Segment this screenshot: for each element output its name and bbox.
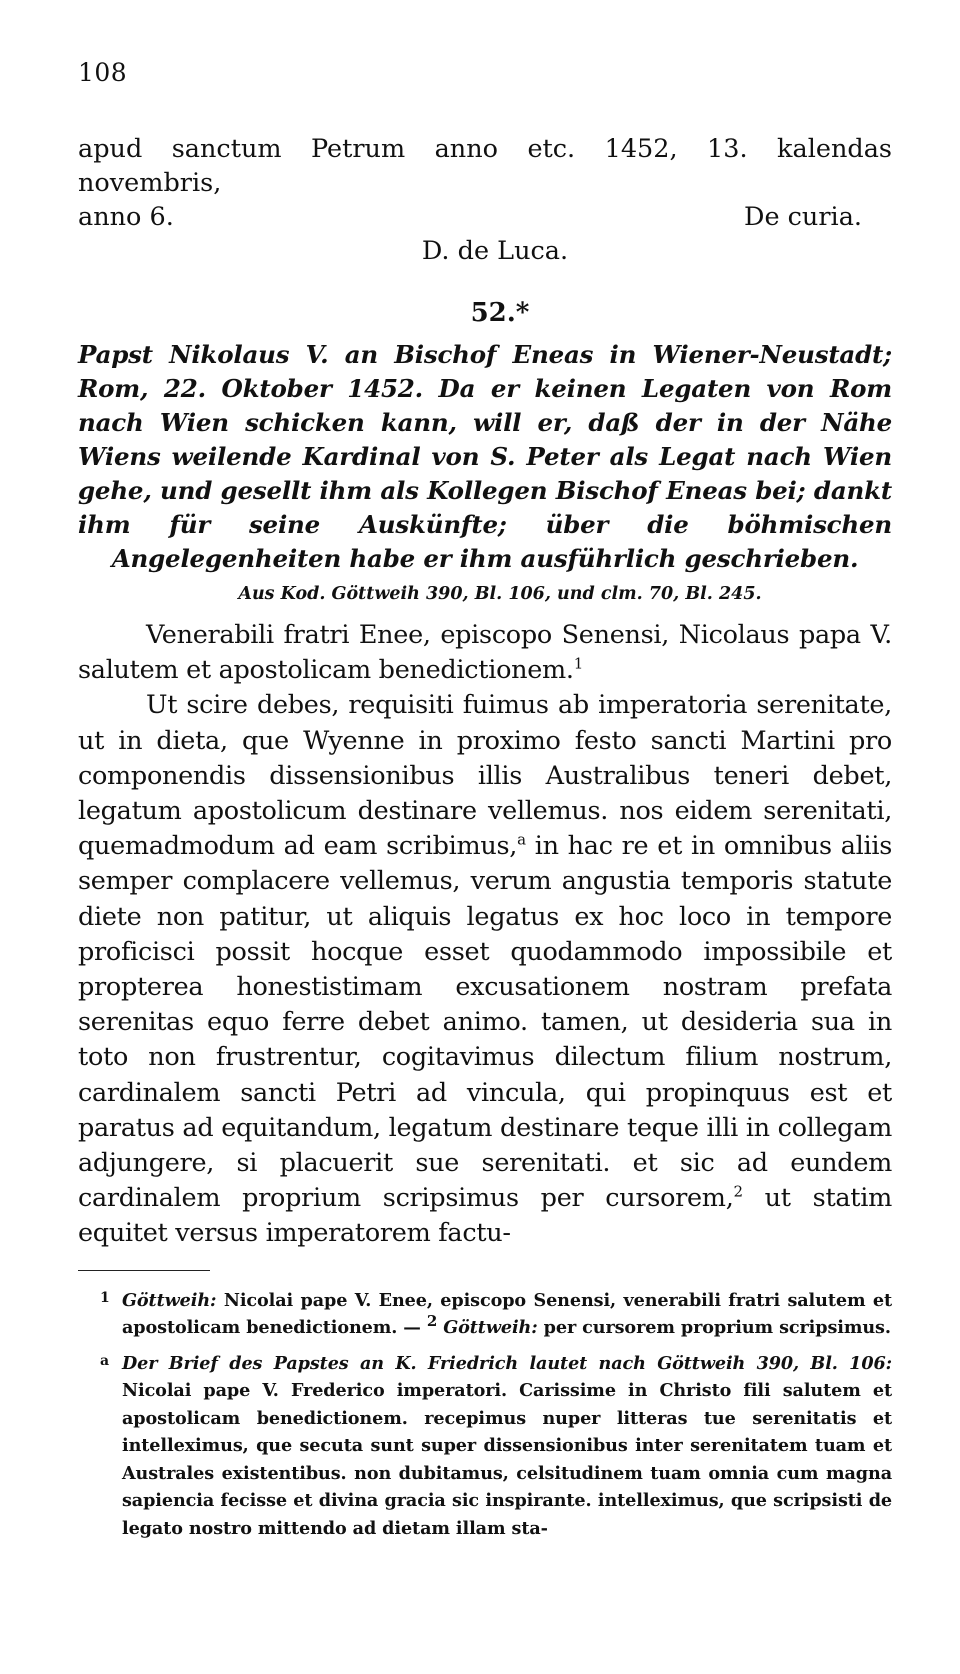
footnote-1-text: Nicolai pape V. Enee, episcopo Senensi, venerabili fratri salutem et apostolicam benedictionem. — (122, 1289, 892, 1339)
document-body (78, 618, 892, 1252)
footnote-ref-a: a (517, 830, 526, 849)
footnote-1-and-2 (78, 1285, 892, 1342)
previous-document-date-line: apud sanctum Petrum anno etc. 1452, 13. kalendas novembris, (78, 134, 892, 198)
footnote-ref-1: 1 (573, 654, 583, 673)
footnote-a-text: Nicolai pape V. Frederico imperatori. Carissime in Christo fili salutem et apostolicam benedictionem. recepimus nuper litteras tue serenitatis et intelleximus, que secuta sunt super dissensionibus inter serenitatem tuam et Australes existentibus. non dubitamus, celsitudinem tuam omnia cum magna sapiencia fecisse et divina gracia sic inspirante. intelleximus, que scripsisti de legato nostro mittendo ad dietam illam sta- (122, 1380, 892, 1539)
footnote-2-label: Göttweih: (443, 1317, 538, 1339)
document-regest: Papst Nikolaus V. an Bischof Eneas in Wiener-Neustadt; Rom, 22. Oktober 1452. Da er keinen Legaten von Rom nach Wien schicken kann, will er, daß der in der Nähe Wiens weilende Kardinal von S. Peter als Legat nach Wien gehe, und gesellt ihm als Kollegen Bischof Eneas bei; dankt ihm für seine Auskünfte; über die böhmischen Angelegenheiten habe er ihm ausführlich geschrieben. (78, 340, 892, 573)
footnote-2-mark: 2 (426, 1312, 438, 1331)
main-text-part-3: ut statim equitet versus imperatorem factu- (78, 1183, 892, 1249)
address-text: Venerabili fratri Enee, episcopo Senensi, Nicolaus papa V. salutem et apostolicam benedictionem. (78, 620, 892, 686)
footnote-a (78, 1348, 892, 1543)
previous-document-closing-row (78, 200, 892, 234)
previous-document-year: anno 6. (78, 202, 174, 232)
document-source: Aus Kod. Göttweih 390, Bl. 106, und clm. 70, Bl. 245. (238, 584, 762, 604)
page-number: 108 (78, 58, 128, 87)
footnote-2-text: per cursorem proprium scripsimus. (537, 1317, 891, 1339)
document-address (78, 618, 892, 688)
previous-document-office: De curia. (744, 202, 862, 232)
footnote-1-label: Göttweih: (122, 1289, 217, 1311)
document-main-text (78, 688, 892, 1251)
main-text-part-1: Ut scire debes, requisiti fuimus ab imperatoria serenitate, ut in dieta, que Wyenne in proximo festo sancti Martini pro componendis dissensionibus illis Australibus teneri debet, legatum apostolicum destinare vellemus. nos eidem serenitati, quemadmodum ad eam scribimus, (78, 690, 892, 862)
footnote-1-mark: 1 (100, 1289, 110, 1306)
footnote-a-mark: a (100, 1352, 109, 1369)
footnote-a-intro: Der Brief des Papstes an K. Friedrich lautet nach Göttweih 390, Bl. 106: (122, 1352, 892, 1374)
previous-document-signature: D. de Luca. (421, 236, 569, 266)
document-number: 52.* (470, 298, 530, 328)
previous-document-ending (78, 132, 892, 268)
main-text-part-2: in hac re et in omnibus aliis semper complacere vellemus, verum angustia temporis statute diete non patitur, ut aliquis legatus ex hoc loco in tempore proficisci possit hocque esset quodammodo impossibile et propterea honestistimam excusationem nostram prefata serenitas equo ferre debet animo. tamen, ut desideria sua in toto non frustrentur, cogitavimus dilectum filium nostrum, cardinalem sancti Petri ad vincula, qui propinquus est et paratus ad equitandum, legatum destinare teque illi in collegam adjungere, si placuerit sue serenitati. et sic ad eundem cardinalem proprium scripsimus per cursorem, (78, 831, 892, 1214)
footnote-ref-2: 2 (733, 1182, 743, 1201)
page (78, 58, 892, 1548)
footnote-divider (78, 1270, 210, 1271)
